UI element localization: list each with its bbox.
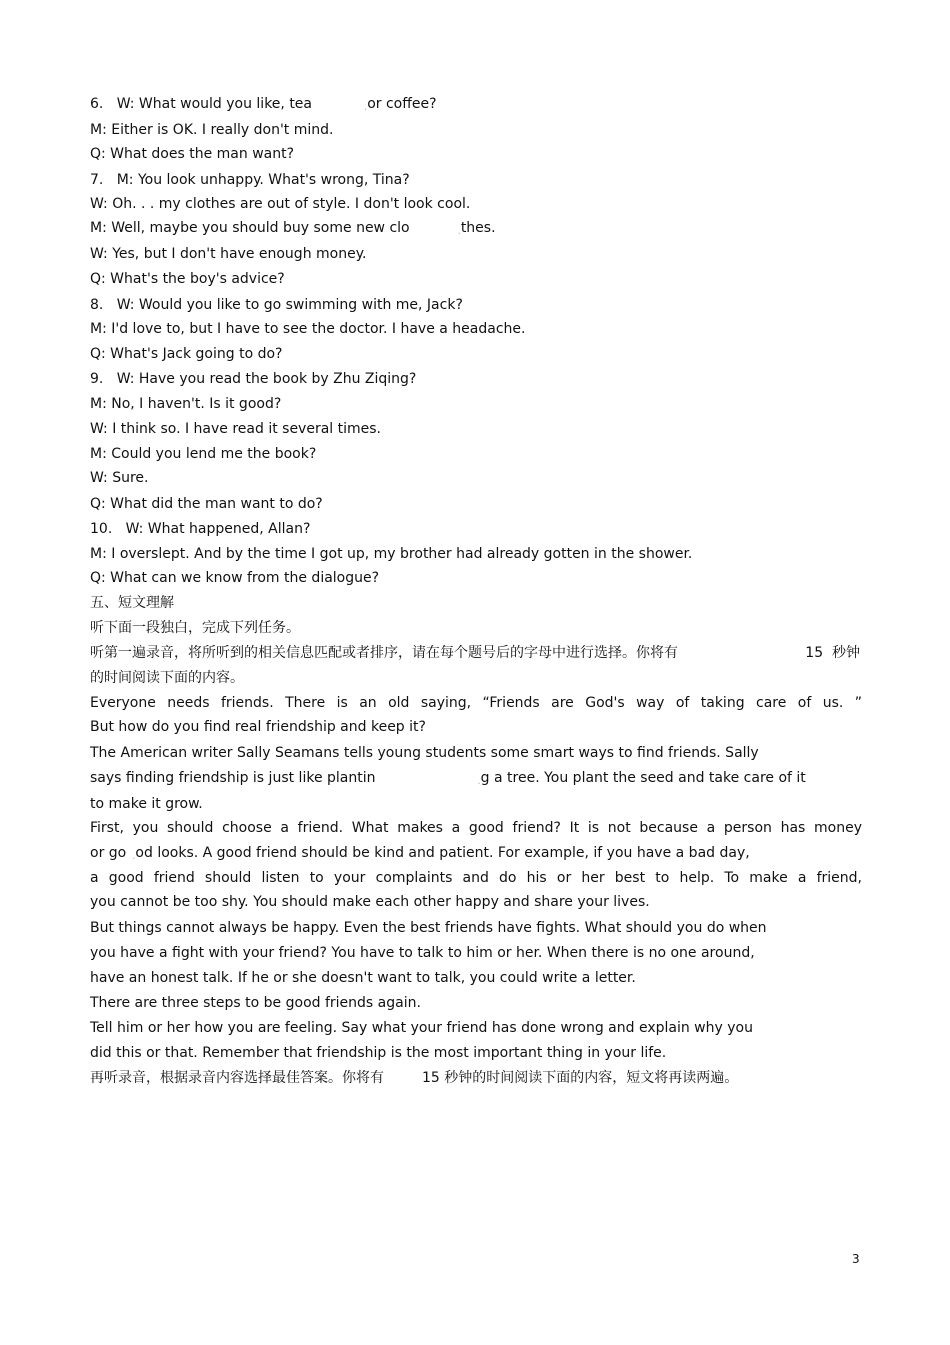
passage-text: g a tree. You plant the seed and take care of it: [480, 770, 806, 786]
dialogue-line: M: Either is OK. I really don't mind.: [90, 122, 334, 138]
dialogue-text: 6. W: What would you like, tea: [90, 96, 313, 112]
question-line: Q: What can we know from the dialogue?: [90, 570, 380, 586]
passage-line: But things cannot always be happy. Even the best friends have fights. What should you do when: [90, 920, 767, 936]
dialogue-line: M: I overslept. And by the time I got up, my brother had already gotten in the shower.: [90, 546, 693, 562]
instruction-text: 再听录音，根据录音内容选择最佳答案。你将有: [90, 1070, 384, 1086]
instruction-text: 15 秒钟的时间阅读下面的内容，短文将再读两遍。: [422, 1070, 739, 1086]
passage-line: to make it grow.: [90, 796, 203, 812]
passage-line: [90, 769, 806, 791]
passage-text: says finding friendship is just like plantin: [90, 770, 376, 786]
dialogue-line: [90, 219, 496, 241]
instruction-line: [90, 1069, 738, 1087]
passage-line: have an honest talk. If he or she doesn't want to talk, you could write a letter.: [90, 970, 636, 986]
dialogue-line: M: I'd love to, but I have to see the doctor. I have a headache.: [90, 321, 526, 337]
dialogue-line: W: Yes, but I don't have enough money.: [90, 246, 367, 262]
instruction-line: 听第一遍录音，将所听到的相关信息匹配或者排序，请在每个题号后的字母中进行选择。你将有: [90, 645, 678, 661]
dialogue-line: W: I think so. I have read it several times.: [90, 421, 382, 437]
question-line: Q: What did the man want to do?: [90, 496, 323, 512]
question-line: Q: What's Jack going to do?: [90, 346, 283, 362]
passage-line: did this or that. Remember that friendship is the most important thing in your life.: [90, 1045, 667, 1061]
mark-dot: .: [457, 226, 461, 237]
dialogue-line: W: Oh. . . my clothes are out of style. I don't look cool.: [90, 196, 471, 212]
passage-line: First, you should choose a friend. What makes a good friend? It is not because a person has money: [90, 820, 862, 836]
passage-line: Everyone needs friends. There is an old saying, “Friends are God's way of taking care of us. ”: [90, 695, 862, 711]
passage-line: There are three steps to be good friends again.: [90, 995, 421, 1011]
mark-dot: .: [364, 102, 368, 113]
dialogue-line: 8. W: Would you like to go swimming with me, Jack?: [90, 297, 463, 313]
passage-text: or go: [90, 845, 127, 861]
page-number: 3: [852, 1252, 860, 1266]
dialogue-line: M: Could you lend me the book?: [90, 446, 317, 462]
passage-line: [90, 844, 750, 866]
dialogue-line: 9. W: Have you read the book by Zhu Ziqing?: [90, 371, 417, 387]
question-line: Q: What's the boy's advice?: [90, 271, 285, 287]
passage-line: Tell him or her how you are feeling. Say what your friend has done wrong and explain why you: [90, 1020, 753, 1036]
dialogue-text: or coffee?: [367, 96, 437, 112]
instruction-line-time: 15 秒钟: [805, 645, 860, 661]
passage-line: a good friend should listen to your complaints and do his or her best to help. To make a friend,: [90, 870, 862, 886]
instruction-line: 听下面一段独白，完成下列任务。: [90, 620, 300, 636]
passage-line: you cannot be too shy. You should make each other happy and share your lives.: [90, 894, 650, 910]
dialogue-line: 10. W: What happened, Allan?: [90, 521, 311, 537]
dialogue-line: W: Sure.: [90, 470, 149, 486]
passage-text: od looks. A good friend should be kind and patient. For example, if you have a bad day,: [135, 845, 750, 861]
section-heading: 五、短文理解: [90, 595, 174, 611]
mark-dot: .: [132, 851, 136, 862]
question-line: Q: What does the man want?: [90, 146, 295, 162]
passage-line: The American writer Sally Seamans tells young students some smart ways to find friends. Sally: [90, 745, 759, 761]
dialogue-line: [90, 95, 437, 117]
dialogue-line: 7. M: You look unhappy. What's wrong, Tina?: [90, 172, 410, 188]
dialogue-text: thes.: [460, 220, 496, 236]
passage-line: you have a fight with your friend? You have to talk to him or her. When there is no one around,: [90, 945, 755, 961]
passage-line: But how do you find real friendship and keep it?: [90, 719, 426, 735]
mark-dot: .: [477, 776, 481, 787]
dialogue-line: M: No, I haven't. Is it good?: [90, 396, 282, 412]
instruction-line: 的时间阅读下面的内容。: [90, 670, 244, 686]
dialogue-text: M: Well, maybe you should buy some new clo: [90, 220, 410, 236]
